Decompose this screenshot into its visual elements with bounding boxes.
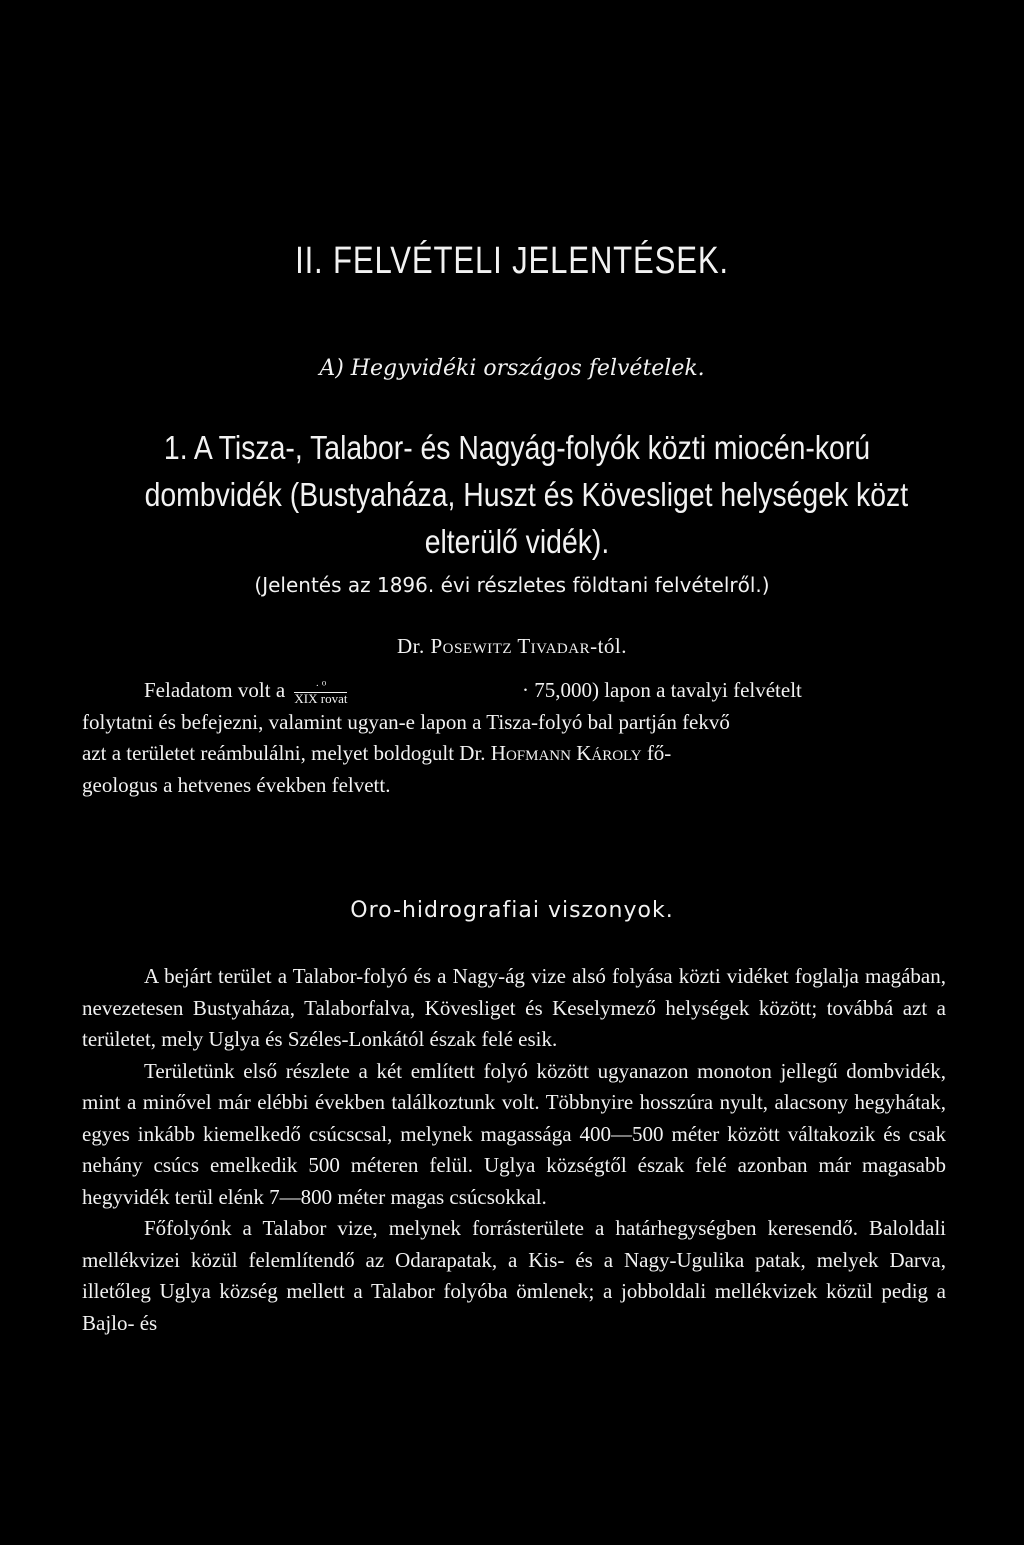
person-name: Hofmann Károly bbox=[490, 741, 642, 765]
paragraph: A bejárt terület a Talabor-folyó és a Nagy-ág vize alsó folyása közti vidéket foglalja magában, nevezetesen Bustyaháza, Talaborfalva, Kövesliget és Keselymező helységek között; továbbá azt a területet, mely Uglya és Széles-Lonkától észak felé esik. bbox=[82, 964, 946, 1051]
intro-line-4: geologus a hetvenes években felvett. bbox=[82, 772, 391, 797]
body-paragraphs bbox=[82, 961, 946, 1339]
map-sheet-fraction bbox=[294, 681, 347, 704]
intro-line-3 bbox=[82, 738, 946, 770]
section-title bbox=[84, 424, 950, 565]
subsection-heading: Oro-hidrografiai viszonyok. bbox=[350, 898, 674, 923]
intro-line1-end: · 75,000) lapon a tavalyi felvételt bbox=[521, 678, 802, 702]
intro-line-1 bbox=[82, 675, 946, 707]
fraction-numerator: · ⁰ bbox=[294, 681, 347, 693]
intro-line3-end: fő- bbox=[641, 741, 672, 765]
intro-line1-start: Feladatom volt a bbox=[144, 678, 286, 702]
author-suffix: -tól. bbox=[590, 634, 627, 658]
section-title-line: dombvidék (Bustyaháza, Huszt és Kövesliget helységek közt bbox=[144, 476, 909, 513]
chapter-heading: II. FELVÉTELI JELENTÉSEK. bbox=[295, 240, 729, 282]
paragraph: Főfolyónk a Talabor vize, melynek forrásterülete a határhegységben keresendő. Baloldali mellékvizei közül felemlítendő az Odarapatak, a Kis- és a Nagy-Ugulika patak, melyek Darva, illetőleg Uglya község mellett a Talabor folyóba ömlenek; a jobboldali mellékvizek közül pedig a Bajlo- és bbox=[82, 1216, 946, 1335]
fraction-denominator: XIX rovat bbox=[294, 690, 348, 706]
author-line bbox=[0, 634, 1024, 659]
author-prefix: Dr. bbox=[396, 634, 431, 658]
report-note: (Jelentés az 1896. évi részletes földtani felvételről.) bbox=[254, 573, 770, 597]
section-title-line: elterülő vidék). bbox=[424, 523, 610, 560]
section-title-line: 1. A Tisza-, Talabor- és Nagyág-folyók közti miocén-korú bbox=[163, 429, 871, 466]
intro-paragraph bbox=[82, 675, 946, 801]
subchapter-heading: A) Hegyvidéki országos felvételek. bbox=[319, 356, 705, 381]
intro-line3-start: azt a területet reámbulálni, melyet boldogult Dr. bbox=[82, 741, 491, 765]
paragraph: Területünk első részlete a két említett folyó között ugyanazon monoton jellegű dombvidék, mint a minővel már elébbi években találkoztunk volt. Többnyire hosszúra nyult, alacsony hegyhátak, egyes inkább kiemelkedő csúcscsal, melynek magassága 400—500 méter között váltakozik és csak nehány csúcs emelkedik 500 méteren felül. Uglya községtől észak felé azonban már magasabb hegyvidék terül elénk 7—800 méter magas csúcsokkal. bbox=[82, 1058, 946, 1209]
intro-line-2: folytatni és befejezni, valamint ugyan-e lapon a Tisza-folyó bal partján fekvő bbox=[82, 709, 730, 734]
author-name: Posewitz Tivadar bbox=[430, 634, 591, 658]
